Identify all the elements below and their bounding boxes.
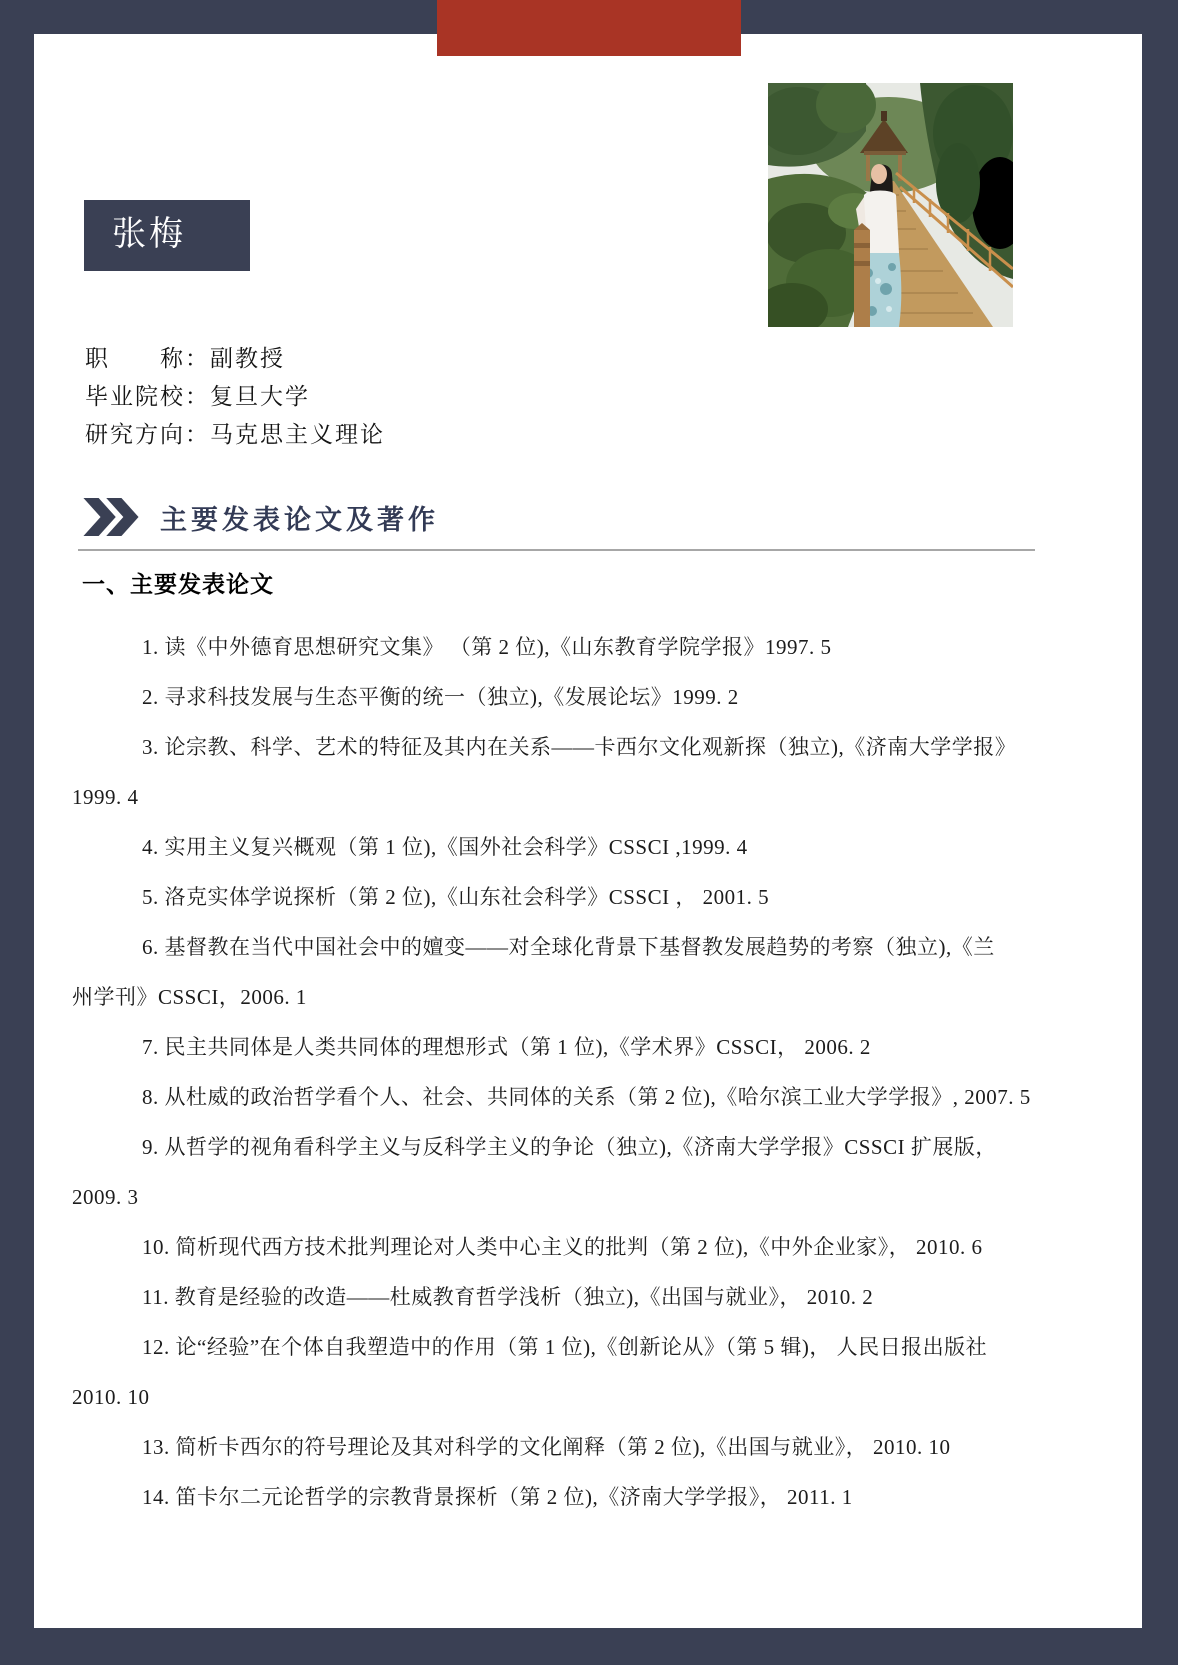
red-accent-bar bbox=[437, 0, 741, 56]
publications-list-heading: 一、主要发表论文 bbox=[82, 571, 274, 597]
publication-line: 6. 基督教在当代中国社会中的嬗变——对全球化背景下基督教发展趋势的考察（独立),《兰 bbox=[142, 935, 995, 959]
profile-info bbox=[85, 340, 385, 454]
boardwalk-photo-illustration bbox=[768, 83, 1013, 327]
publication-line-wrap: 2010. 10 bbox=[72, 1385, 150, 1409]
publication-line-wrap: 州学刊》CSSCI，2006. 1 bbox=[72, 985, 307, 1009]
page-border-left bbox=[0, 0, 34, 1665]
name-text: 张梅 bbox=[112, 215, 186, 253]
section-divider bbox=[78, 549, 1035, 551]
profile-title-line: 职 称：副教授 bbox=[85, 346, 285, 371]
publications-list bbox=[72, 622, 1120, 1522]
publication-line: 8. 从杜威的政治哲学看个人、社会、共同体的关系（第 2 位),《哈尔滨工业大学学报》, 2007. 5 bbox=[142, 1085, 1031, 1109]
profile-school-line: 毕业院校：复旦大学 bbox=[85, 384, 310, 409]
publication-line-wrap: 1999. 4 bbox=[72, 785, 139, 809]
publication-line: 10. 简析现代西方技术批判理论对人类中心主义的批判（第 2 位),《中外企业家》， 2010. 6 bbox=[142, 1235, 983, 1259]
publication-line: 7. 民主共同体是人类共同体的理想形式（第 1 位),《学术界》CSSCI， 2006. 2 bbox=[142, 1035, 871, 1059]
page-border-bottom bbox=[0, 1628, 1178, 1665]
section-header bbox=[82, 494, 439, 540]
profile-photo bbox=[768, 83, 1013, 327]
publication-line: 14. 笛卡尔二元论哲学的宗教背景探析（第 2 位),《济南大学学报》， 2011. 1 bbox=[142, 1485, 853, 1509]
publication-line-wrap: 2009. 3 bbox=[72, 1185, 139, 1209]
name-badge bbox=[84, 200, 250, 271]
publication-line: 11. 教育是经验的改造——杜威教育哲学浅析（独立),《出国与就业》， 2010. 2 bbox=[142, 1285, 874, 1309]
page-border-right bbox=[1142, 0, 1178, 1665]
publication-line: 4. 实用主义复兴概观（第 1 位),《国外社会科学》CSSCI ,1999. 4 bbox=[142, 835, 748, 859]
profile-research-line: 研究方向：马克思主义理论 bbox=[85, 422, 385, 447]
publication-line: 3. 论宗教、科学、艺术的特征及其内在关系——卡西尔文化观新探（独立),《济南大学学报》 bbox=[142, 735, 1017, 759]
publication-line: 12. 论“经验”在个体自我塑造中的作用（第 1 位),《创新论从》（第 5 辑)， 人民日报出版社 bbox=[142, 1335, 988, 1359]
double-chevron-icon bbox=[82, 498, 140, 536]
publication-line: 9. 从哲学的视角看科学主义与反科学主义的争论（独立),《济南大学学报》CSSCI 扩展版， bbox=[142, 1135, 997, 1159]
publication-line: 13. 简析卡西尔的符号理论及其对科学的文化阐释（第 2 位),《出国与就业》， 2010. 10 bbox=[142, 1435, 951, 1459]
publication-line: 5. 洛克实体学说探析（第 2 位),《山东社会科学》CSSCI ， 2001. 5 bbox=[142, 885, 770, 909]
publication-line: 2. 寻求科技发展与生态平衡的统一（独立),《发展论坛》1999. 2 bbox=[142, 685, 739, 709]
publication-line: 1. 读《中外德育思想研究文集》 （第 2 位),《山东教育学院学报》1997. 5 bbox=[142, 635, 832, 659]
section-title: 主要发表论文及著作 bbox=[160, 504, 439, 535]
